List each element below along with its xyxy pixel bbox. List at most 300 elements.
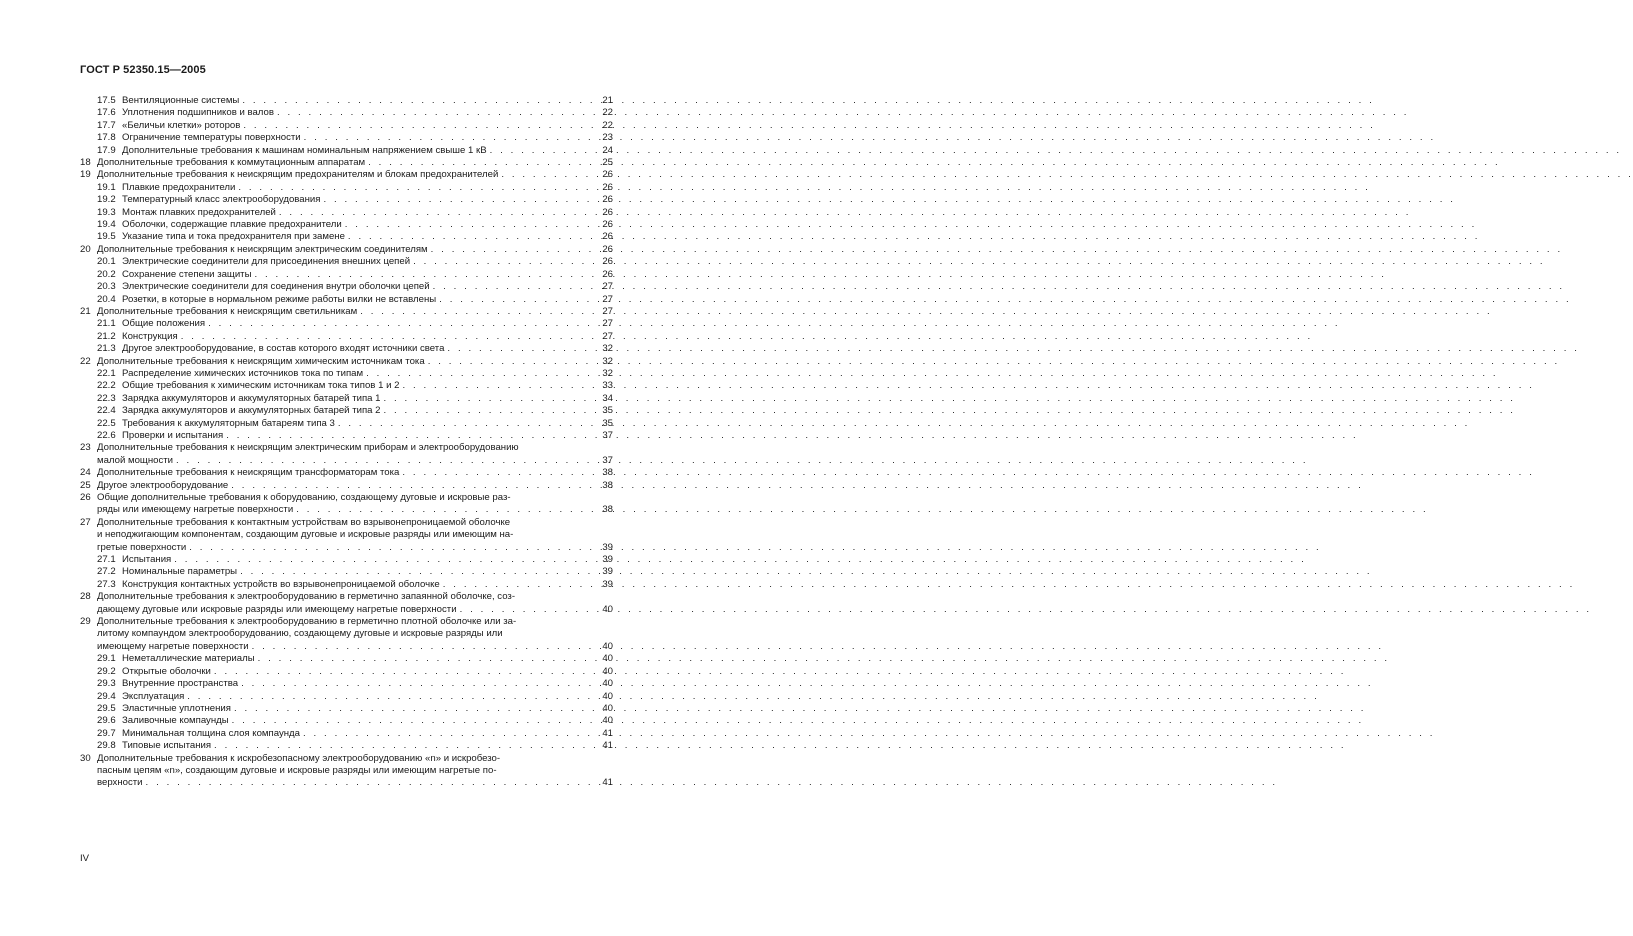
toc-entry[interactable] [80, 740, 613, 752]
toc-entry-title: Требования к аккумуляторным батареям типа 3 [122, 417, 335, 429]
toc-entry-number: 22.4 [97, 405, 116, 417]
toc-entry-body [97, 492, 613, 517]
toc-entry-number: 29.2 [97, 665, 116, 677]
toc-entry-page: 41 [602, 727, 613, 739]
toc-entry-title: Электрические соединители для соединения внутри оболочки цепей [122, 281, 430, 293]
toc-entry-title: Испытания [122, 554, 172, 566]
toc-entry-page: 37 [602, 429, 613, 441]
dot-leader [251, 269, 599, 281]
toc-entry-body [122, 194, 613, 206]
dot-leader [223, 430, 599, 442]
toc-entry-title: Заливочные компаунды [122, 715, 229, 727]
toc-entry-page: 38 [602, 504, 613, 516]
toc-entry-title: Розетки, в которые в нормальном режиме работы вилки не вставлены [122, 293, 437, 305]
toc-entry-last-line [97, 777, 613, 789]
dot-leader [399, 380, 599, 392]
toc-entry-title: Минимальная толщина слоя компаунда [122, 727, 300, 739]
toc-entry-page: 40 [602, 702, 613, 714]
dot-leader [239, 95, 599, 107]
dot-leader [276, 207, 599, 219]
dot-leader [231, 703, 599, 715]
table-of-contents [80, 95, 613, 790]
toc-entry-last-line [122, 554, 613, 566]
toc-entry-page: 39 [602, 554, 613, 566]
toc-entry-title: Дополнительные требования к коммутационным аппаратам [97, 157, 366, 169]
toc-entry-last-line [122, 740, 613, 752]
toc-entry[interactable] [80, 194, 613, 206]
toc-entry-number: 20 [80, 243, 91, 255]
toc-entry-title: Дополнительные требования к неискрящим предохранителям и блокам предохранителей [97, 169, 499, 181]
toc-entry[interactable] [80, 467, 613, 479]
toc-entry-number: 20.4 [97, 293, 116, 305]
toc-entry-body [97, 467, 613, 479]
toc-entry-number: 19.2 [97, 194, 116, 206]
toc-entry-body [122, 95, 613, 107]
toc-entry[interactable] [80, 405, 613, 417]
toc-entry[interactable] [80, 393, 613, 405]
toc-entry-body [122, 132, 613, 144]
toc-entry-title: гретые поверхности [97, 541, 187, 553]
toc-entry-number: 23 [80, 442, 91, 454]
toc-entry[interactable] [80, 442, 613, 467]
dot-leader [173, 455, 599, 467]
dot-leader [428, 244, 599, 256]
toc-entry-last-line [122, 145, 613, 157]
toc-entry[interactable] [80, 281, 613, 293]
toc-entry-number: 21.1 [97, 318, 116, 330]
toc-entry-number: 17.5 [97, 95, 116, 106]
dot-leader [345, 231, 599, 243]
toc-entry-body [97, 169, 613, 181]
toc-entry-last-line [122, 678, 613, 690]
toc-entry[interactable] [80, 95, 613, 107]
dot-leader [143, 777, 599, 789]
toc-entry-page: 26 [602, 181, 613, 193]
toc-entry-number: 25 [80, 479, 91, 491]
toc-entry-title: Дополнительные требования к неискрящим светильникам [97, 305, 358, 317]
toc-entry-body [122, 294, 613, 306]
toc-entry[interactable] [80, 269, 613, 281]
toc-entry[interactable] [80, 753, 613, 790]
toc-entry-body [122, 380, 613, 392]
toc-entry-last-line [97, 244, 613, 256]
toc-entry[interactable] [80, 566, 613, 578]
toc-entry-number: 20.1 [97, 256, 116, 268]
toc-entry[interactable] [80, 380, 613, 392]
toc-entry[interactable] [80, 231, 613, 243]
toc-entry-number: 19 [80, 169, 91, 181]
toc-entry-body [122, 318, 613, 330]
toc-entry-title: Дополнительные требования к неискрящим химическим источникам тока [97, 355, 425, 367]
dot-leader [301, 132, 599, 144]
dot-leader [184, 691, 599, 703]
toc-entry-last-line [122, 294, 613, 306]
toc-entry-number: 24 [80, 467, 91, 479]
toc-entry-page: 27 [602, 281, 613, 293]
dot-leader [249, 641, 599, 653]
toc-entry-last-line [122, 182, 613, 194]
toc-entry-last-line [122, 380, 613, 392]
toc-entry-body [122, 405, 613, 417]
toc-entry-title: Эластичные уплотнения [122, 702, 231, 714]
toc-entry-title: ряды или имеющему нагретые поверхности [97, 504, 294, 516]
toc-entry-title: Конструкция [122, 330, 178, 342]
dot-leader [171, 554, 599, 566]
toc-entry-number: 27.3 [97, 578, 116, 590]
toc-entry-last-line [122, 691, 613, 703]
toc-entry-last-line [122, 194, 613, 206]
toc-entry[interactable] [80, 715, 613, 727]
toc-entry-title-line: литому компаундом электрооборудованию, создающему дуговые и искровые разряды или [97, 628, 503, 640]
toc-entry-body [97, 306, 613, 318]
toc-entry-last-line [122, 331, 613, 343]
toc-entry-number: 20.2 [97, 268, 116, 280]
toc-entry-number: 22.1 [97, 367, 116, 379]
toc-entry[interactable] [80, 554, 613, 566]
toc-entry-title: Дополнительные требования к неискрящим трансформаторам тока [97, 467, 400, 479]
toc-entry[interactable] [80, 343, 613, 355]
dot-leader [205, 318, 599, 330]
toc-entry-title-line: Общие дополнительные требования к оборудованию, создающему дуговые и искровые раз- [97, 492, 511, 503]
toc-entry[interactable] [80, 430, 613, 442]
dot-leader [255, 653, 599, 665]
toc-entry-title: Типовые испытания [122, 740, 212, 752]
toc-entry-body [122, 393, 613, 405]
toc-entry-body [122, 182, 613, 194]
toc-entry-title: Зарядка аккумуляторов и аккумуляторных батарей типа 1 [122, 392, 381, 404]
toc-entry-body [97, 517, 613, 554]
toc-entry-body [97, 616, 613, 653]
toc-entry[interactable] [80, 219, 613, 231]
toc-entry-page: 40 [602, 678, 613, 690]
dot-leader [211, 666, 599, 678]
toc-entry-title: Вентиляционные системы [122, 95, 240, 106]
toc-entry-title-line: Дополнительные требования к контактным устройствам во взрывонепроницаемой оболочке [97, 516, 511, 528]
toc-entry[interactable] [80, 244, 613, 256]
toc-entry-title: Другое электрооборудование, в состав которого входят источники света [122, 343, 445, 355]
toc-entry-page: 23 [602, 132, 613, 144]
dot-leader [229, 715, 599, 727]
toc-entry-number: 18 [80, 157, 91, 169]
toc-entry-page: 38 [602, 479, 613, 491]
toc-entry-title-line: Дополнительные требования к электрооборудованию в герметично плотной оболочке или за- [97, 616, 517, 628]
toc-entry-page: 21 [602, 95, 613, 106]
toc-entry[interactable] [80, 691, 613, 703]
toc-entry-body [97, 157, 613, 169]
toc-entry-number: 29.3 [97, 678, 116, 690]
toc-entry-last-line [122, 95, 613, 107]
toc-entry-page: 41 [602, 777, 613, 789]
toc-entry-last-line [97, 604, 613, 616]
toc-entry-body [122, 120, 613, 132]
toc-entry[interactable] [80, 653, 613, 665]
dot-leader [320, 194, 599, 206]
dot-leader [498, 169, 599, 181]
toc-entry-number: 19.5 [97, 231, 116, 243]
toc-entry-number: 17.6 [97, 107, 116, 119]
toc-entry-number: 27 [80, 516, 91, 528]
toc-entry[interactable] [80, 703, 613, 715]
toc-entry-page: 41 [602, 740, 613, 752]
toc-entry[interactable] [80, 207, 613, 219]
toc-entry-number: 27.2 [97, 566, 116, 578]
toc-entry-number: 29.1 [97, 653, 116, 665]
toc-entry-title: Внутренние пространства [122, 678, 239, 690]
document-header: ГОСТ Р 52350.15—2005 [80, 64, 206, 76]
toc-entry-title: дающему дуговые или искровые разряды или имеющему нагретые поверхности [97, 603, 457, 615]
toc-entry[interactable] [80, 331, 613, 343]
toc-entry-body [122, 666, 613, 678]
toc-entry-last-line [97, 467, 613, 479]
toc-entry[interactable] [80, 492, 613, 517]
toc-entry-page: 32 [602, 367, 613, 379]
toc-entry-page: 27 [602, 293, 613, 305]
toc-entry-page: 32 [602, 355, 613, 367]
toc-entry-last-line [97, 169, 613, 181]
dot-leader [300, 728, 599, 740]
toc-entry-last-line [97, 455, 613, 467]
toc-entry-number: 22.5 [97, 417, 116, 429]
dot-leader [380, 405, 599, 417]
toc-entry-page: 40 [602, 603, 613, 615]
toc-entry-page: 26 [602, 243, 613, 255]
toc-entry-last-line [122, 666, 613, 678]
toc-entry-last-line [122, 318, 613, 330]
dot-leader [186, 542, 599, 554]
toc-entry-title: Эксплуатация [122, 690, 185, 702]
toc-entry-page: 33 [602, 380, 613, 392]
toc-entry[interactable] [80, 318, 613, 330]
toc-entry-number: 29.4 [97, 690, 116, 702]
toc-entry-page: 39 [602, 578, 613, 590]
toc-entry-title: малой мощности [97, 454, 174, 466]
toc-entry-body [97, 442, 613, 467]
toc-entry-body [122, 269, 613, 281]
toc-entry-page: 25 [602, 157, 613, 169]
toc-entry-title: «Беличьи клетки» роторов [122, 119, 241, 131]
toc-entry[interactable] [80, 132, 613, 144]
toc-entry-page: 40 [602, 653, 613, 665]
toc-entry-last-line [122, 566, 613, 578]
dot-leader [293, 504, 599, 516]
toc-entry-number: 29.7 [97, 727, 116, 739]
toc-entry-body [97, 244, 613, 256]
toc-entry-title-line: Дополнительные требования к электрооборудованию в герметично запаянной оболочке, соз- [97, 591, 516, 603]
toc-entry[interactable] [80, 306, 613, 318]
toc-entry-last-line [97, 356, 613, 368]
toc-entry[interactable] [80, 107, 613, 119]
dot-leader [457, 604, 599, 616]
toc-entry-last-line [122, 281, 613, 293]
dot-leader [399, 467, 599, 479]
toc-entry-page: 27 [602, 305, 613, 317]
toc-entry-number: 30 [80, 752, 91, 764]
toc-entry-last-line [122, 343, 613, 355]
toc-entry-page: 26 [602, 268, 613, 280]
toc-entry-title: Плавкие предохранители [122, 181, 236, 193]
toc-entry-body [122, 715, 613, 727]
toc-entry-last-line [122, 430, 613, 442]
toc-entry[interactable] [80, 368, 613, 380]
toc-entry-body [122, 728, 613, 740]
toc-entry[interactable] [80, 120, 613, 132]
dot-leader [363, 368, 599, 380]
toc-entry-last-line [122, 405, 613, 417]
toc-entry-last-line [122, 418, 613, 430]
toc-entry-number: 29.6 [97, 715, 116, 727]
toc-entry-last-line [97, 504, 613, 516]
toc-entry-body [122, 343, 613, 355]
toc-entry-page: 24 [602, 144, 613, 156]
toc-entry[interactable] [80, 169, 613, 181]
toc-entry-title: Монтаж плавких предохранителей [122, 206, 276, 218]
toc-entry-number: 19.1 [97, 181, 116, 193]
toc-entry-page: 22 [602, 119, 613, 131]
toc-entry-body [122, 107, 613, 119]
toc-entry-number: 21.2 [97, 330, 116, 342]
toc-entry-page: 35 [602, 417, 613, 429]
toc-entry-body [97, 356, 613, 368]
toc-entry-body [122, 207, 613, 219]
toc-entry[interactable] [80, 356, 613, 368]
toc-entry-number: 17.8 [97, 132, 116, 144]
toc-entry-title: Дополнительные требования к неискрящим электрическим соединителям [97, 243, 428, 255]
toc-entry-number: 19.3 [97, 206, 116, 218]
toc-entry-title: Электрические соединители для присоединения внешних цепей [122, 256, 411, 268]
toc-entry-number: 19.4 [97, 219, 116, 231]
toc-entry-title: Температурный класс электрооборудования [122, 194, 321, 206]
toc-entry-page: 22 [602, 107, 613, 119]
toc-entry-number: 22.3 [97, 392, 116, 404]
toc-entry-last-line [122, 653, 613, 665]
toc-entry[interactable] [80, 728, 613, 740]
toc-entry-body [97, 753, 613, 790]
dot-leader [342, 219, 599, 231]
dot-leader [410, 256, 599, 268]
toc-entry-body [122, 740, 613, 752]
dot-leader [425, 356, 599, 368]
toc-entry-body [122, 145, 613, 157]
toc-entry-page: 26 [602, 231, 613, 243]
dot-leader [238, 678, 599, 690]
toc-entry-last-line [122, 256, 613, 268]
toc-entry-body [122, 579, 613, 591]
toc-entry-body [122, 430, 613, 442]
toc-entry-page: 26 [602, 194, 613, 206]
toc-entry-page: 27 [602, 330, 613, 342]
dot-leader [240, 120, 599, 132]
toc-entry-number: 28 [80, 591, 91, 603]
toc-entry[interactable] [80, 157, 613, 169]
toc-entry-last-line [122, 579, 613, 591]
toc-entry[interactable] [80, 294, 613, 306]
toc-entry[interactable] [80, 145, 613, 157]
toc-entry-page: 34 [602, 392, 613, 404]
toc-entry-body [97, 480, 613, 492]
toc-entry-title: Уплотнения подшипников и валов [122, 107, 274, 119]
toc-entry-number: 17.7 [97, 119, 116, 131]
toc-entry[interactable] [80, 678, 613, 690]
toc-entry-body [122, 256, 613, 268]
document-page [0, 0, 661, 936]
toc-entry-body [122, 418, 613, 430]
toc-entry-page: 26 [602, 206, 613, 218]
toc-entry-last-line [122, 120, 613, 132]
toc-entry-number: 21.3 [97, 343, 116, 355]
toc-entry-page: 38 [602, 467, 613, 479]
toc-entry-title: Общие требования к химическим источникам тока типов 1 и 2 [122, 380, 400, 392]
toc-entry-number: 21 [80, 305, 91, 317]
toc-entry[interactable] [80, 256, 613, 268]
toc-entry-last-line [122, 132, 613, 144]
toc-entry-body [122, 691, 613, 703]
toc-entry-body [122, 678, 613, 690]
toc-entry-title: Сохранение степени защиты [122, 268, 252, 280]
toc-entry[interactable] [80, 480, 613, 492]
toc-entry-page: 27 [602, 318, 613, 330]
toc-entry-title: верхности [97, 777, 143, 789]
toc-entry-page: 26 [602, 256, 613, 268]
toc-entry-body [122, 231, 613, 243]
toc-entry-body [122, 566, 613, 578]
toc-entry-last-line [97, 542, 613, 554]
toc-entry[interactable] [80, 666, 613, 678]
toc-entry-page: 35 [602, 405, 613, 417]
toc-entry[interactable] [80, 591, 613, 616]
toc-entry[interactable] [80, 517, 613, 554]
toc-entry-page: 40 [602, 715, 613, 727]
toc-entry[interactable] [80, 616, 613, 653]
toc-entry-number: 17.9 [97, 144, 116, 156]
dot-leader [178, 331, 599, 343]
dot-leader [365, 157, 599, 169]
toc-entry-last-line [97, 641, 613, 653]
toc-entry-body [122, 703, 613, 715]
toc-entry-number: 27.1 [97, 554, 116, 566]
toc-entry-title: Дополнительные требования к машинам номинальным напряжением свыше 1 кВ [122, 144, 487, 156]
toc-entry[interactable] [80, 418, 613, 430]
toc-entry-page: 37 [602, 454, 613, 466]
dot-leader [237, 566, 599, 578]
toc-entry-page: 32 [602, 343, 613, 355]
toc-entry[interactable] [80, 182, 613, 194]
dot-leader [380, 393, 599, 405]
toc-entry-title: Указание типа и тока предохранителя при замене [122, 231, 345, 243]
dot-leader [274, 107, 599, 119]
toc-entry-body [122, 368, 613, 380]
dot-leader [235, 182, 599, 194]
toc-entry-body [122, 653, 613, 665]
toc-entry-title: Общие положения [122, 318, 206, 330]
toc-entry[interactable] [80, 579, 613, 591]
toc-entry-title: Зарядка аккумуляторов и аккумуляторных батарей типа 2 [122, 405, 381, 417]
toc-entry-last-line [122, 703, 613, 715]
dot-leader [444, 343, 599, 355]
toc-entry-page: 39 [602, 566, 613, 578]
dot-leader [228, 480, 599, 492]
toc-entry-title: Распределение химических источников тока по типам [122, 367, 364, 379]
toc-entry-title-line: Дополнительные требования к неискрящим электрическим приборам и электрооборудованию [97, 442, 519, 454]
toc-entry-body [122, 331, 613, 343]
toc-entry-number: 29 [80, 616, 91, 628]
toc-entry-last-line [122, 231, 613, 243]
page-number: IV [80, 853, 90, 864]
toc-entry-title-line: и неподжигающим компонентам, создающим дуговые и искровые разряды или имеющим на- [97, 529, 514, 541]
toc-entry-title: Номинальные параметры [122, 566, 238, 578]
toc-entry-page: 40 [602, 690, 613, 702]
toc-entry-last-line [122, 728, 613, 740]
toc-entry-last-line [122, 219, 613, 231]
